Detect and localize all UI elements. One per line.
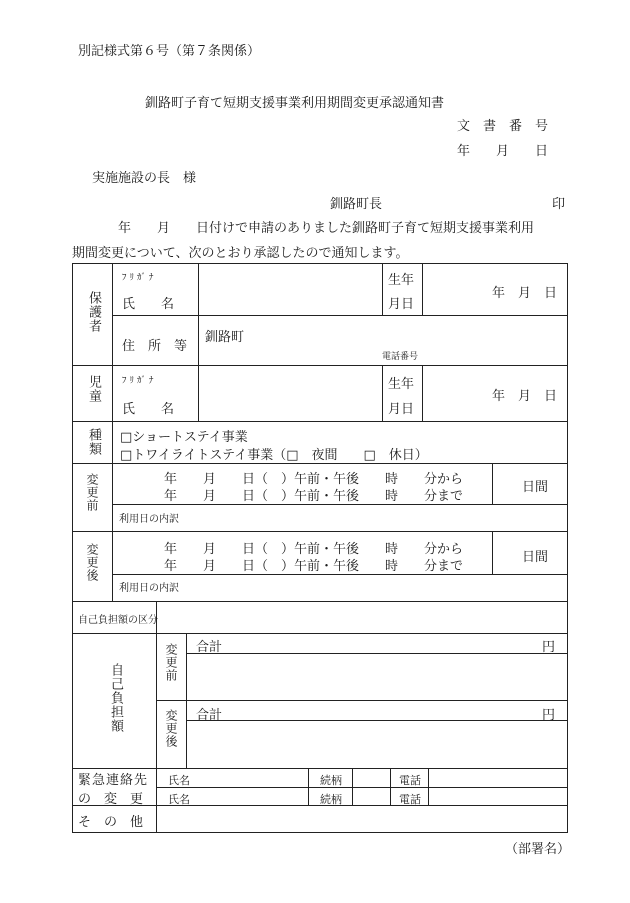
after-label: 変更後 (85, 543, 99, 582)
emergency-phone-label-1: 電話 (399, 774, 421, 787)
guardian-furigana-label: ﾌﾘｶﾞﾅ (122, 273, 157, 283)
emergency-label-2: の 変 更 (78, 792, 144, 807)
document-number: 文 書 番 号 (457, 119, 549, 134)
issue-date: 年 月 日 (457, 144, 549, 159)
before-breakdown-label: 利用日の内訳 (119, 514, 179, 525)
kind-option-shortstay: □ショートステイ事業 (120, 430, 248, 445)
after-from: 年 月 日（ ）午前・午後 時 分から (164, 542, 464, 557)
child-section-label: 児童 (86, 375, 101, 403)
before-from: 年 月 日（ ）午前・午後 時 分から (164, 472, 464, 487)
notice-form-table (72, 263, 568, 833)
burden-category-label: 自己負担額の区分 (78, 615, 158, 626)
after-days: 日間 (522, 550, 549, 565)
intro-text-line1: 年 月 日付けで申請のありました釧路町子育て短期支援事業利用 (118, 221, 535, 236)
intro-text-line2: 期間変更について、次のとおり承認したので通知します。 (72, 246, 409, 261)
guardian-address-label: 住 所 等 (122, 339, 188, 354)
guardian-birth-label-1: 生年 (388, 273, 415, 288)
child-name-label: 氏 名 (122, 402, 175, 417)
document-title: 釧路町子育て短期支援事業利用期間変更承認通知書 (145, 96, 445, 111)
kind-label: 種類 (86, 428, 101, 456)
child-birth-label-2: 月日 (388, 402, 415, 417)
before-days: 日間 (522, 480, 549, 495)
after-to: 年 月 日（ ）午前・午後 時 分まで (164, 559, 464, 574)
burden-after-label: 変更後 (164, 709, 178, 748)
before-label: 変更前 (85, 473, 99, 512)
emergency-relation-label-2: 続柄 (320, 793, 342, 806)
burden-before-yen: 円 (542, 640, 556, 655)
guardian-birth-label-2: 月日 (388, 297, 415, 312)
burden-amount-label: 自己負担額 (108, 663, 123, 733)
child-furigana-label: ﾌﾘｶﾞﾅ (122, 376, 157, 386)
kind-option-twilight: □トワイライトステイ事業（□ 夜間 □ 休日） (120, 448, 428, 463)
emergency-relation-label-1: 続柄 (320, 774, 342, 787)
issuer: 釧路町長 (330, 197, 383, 212)
emergency-label-1: 緊急連絡先 (78, 773, 149, 788)
emergency-phone-label-2: 電話 (399, 793, 421, 806)
burden-before-total: 合計 (196, 640, 223, 655)
emergency-name-label-2: 氏名 (168, 793, 190, 806)
guardian-phone-label: 電話番号 (382, 352, 419, 362)
burden-before-label: 変更前 (164, 643, 178, 682)
burden-after-total: 合計 (196, 708, 223, 723)
other-label: そ の 他 (78, 815, 144, 830)
seal-mark: 印 (552, 197, 566, 212)
emergency-name-label-1: 氏名 (168, 774, 190, 787)
addressee: 実施施設の長 様 (92, 171, 197, 186)
guardian-address-value: 釧路町 (205, 330, 245, 345)
form-number: 別記様式第６号（第７条関係） (78, 44, 261, 59)
department-name: （部署名） (505, 842, 571, 857)
guardian-birth-date: 年 月 日 (492, 286, 558, 301)
child-birth-label-1: 生年 (388, 377, 415, 392)
guardian-name-label: 氏 名 (122, 297, 175, 312)
before-to: 年 月 日（ ）午前・午後 時 分まで (164, 489, 464, 504)
guardian-section-label: 保護者 (86, 291, 101, 333)
burden-after-yen: 円 (542, 708, 556, 723)
after-breakdown-label: 利用日の内訳 (119, 583, 179, 594)
child-birth-date: 年 月 日 (492, 389, 558, 404)
